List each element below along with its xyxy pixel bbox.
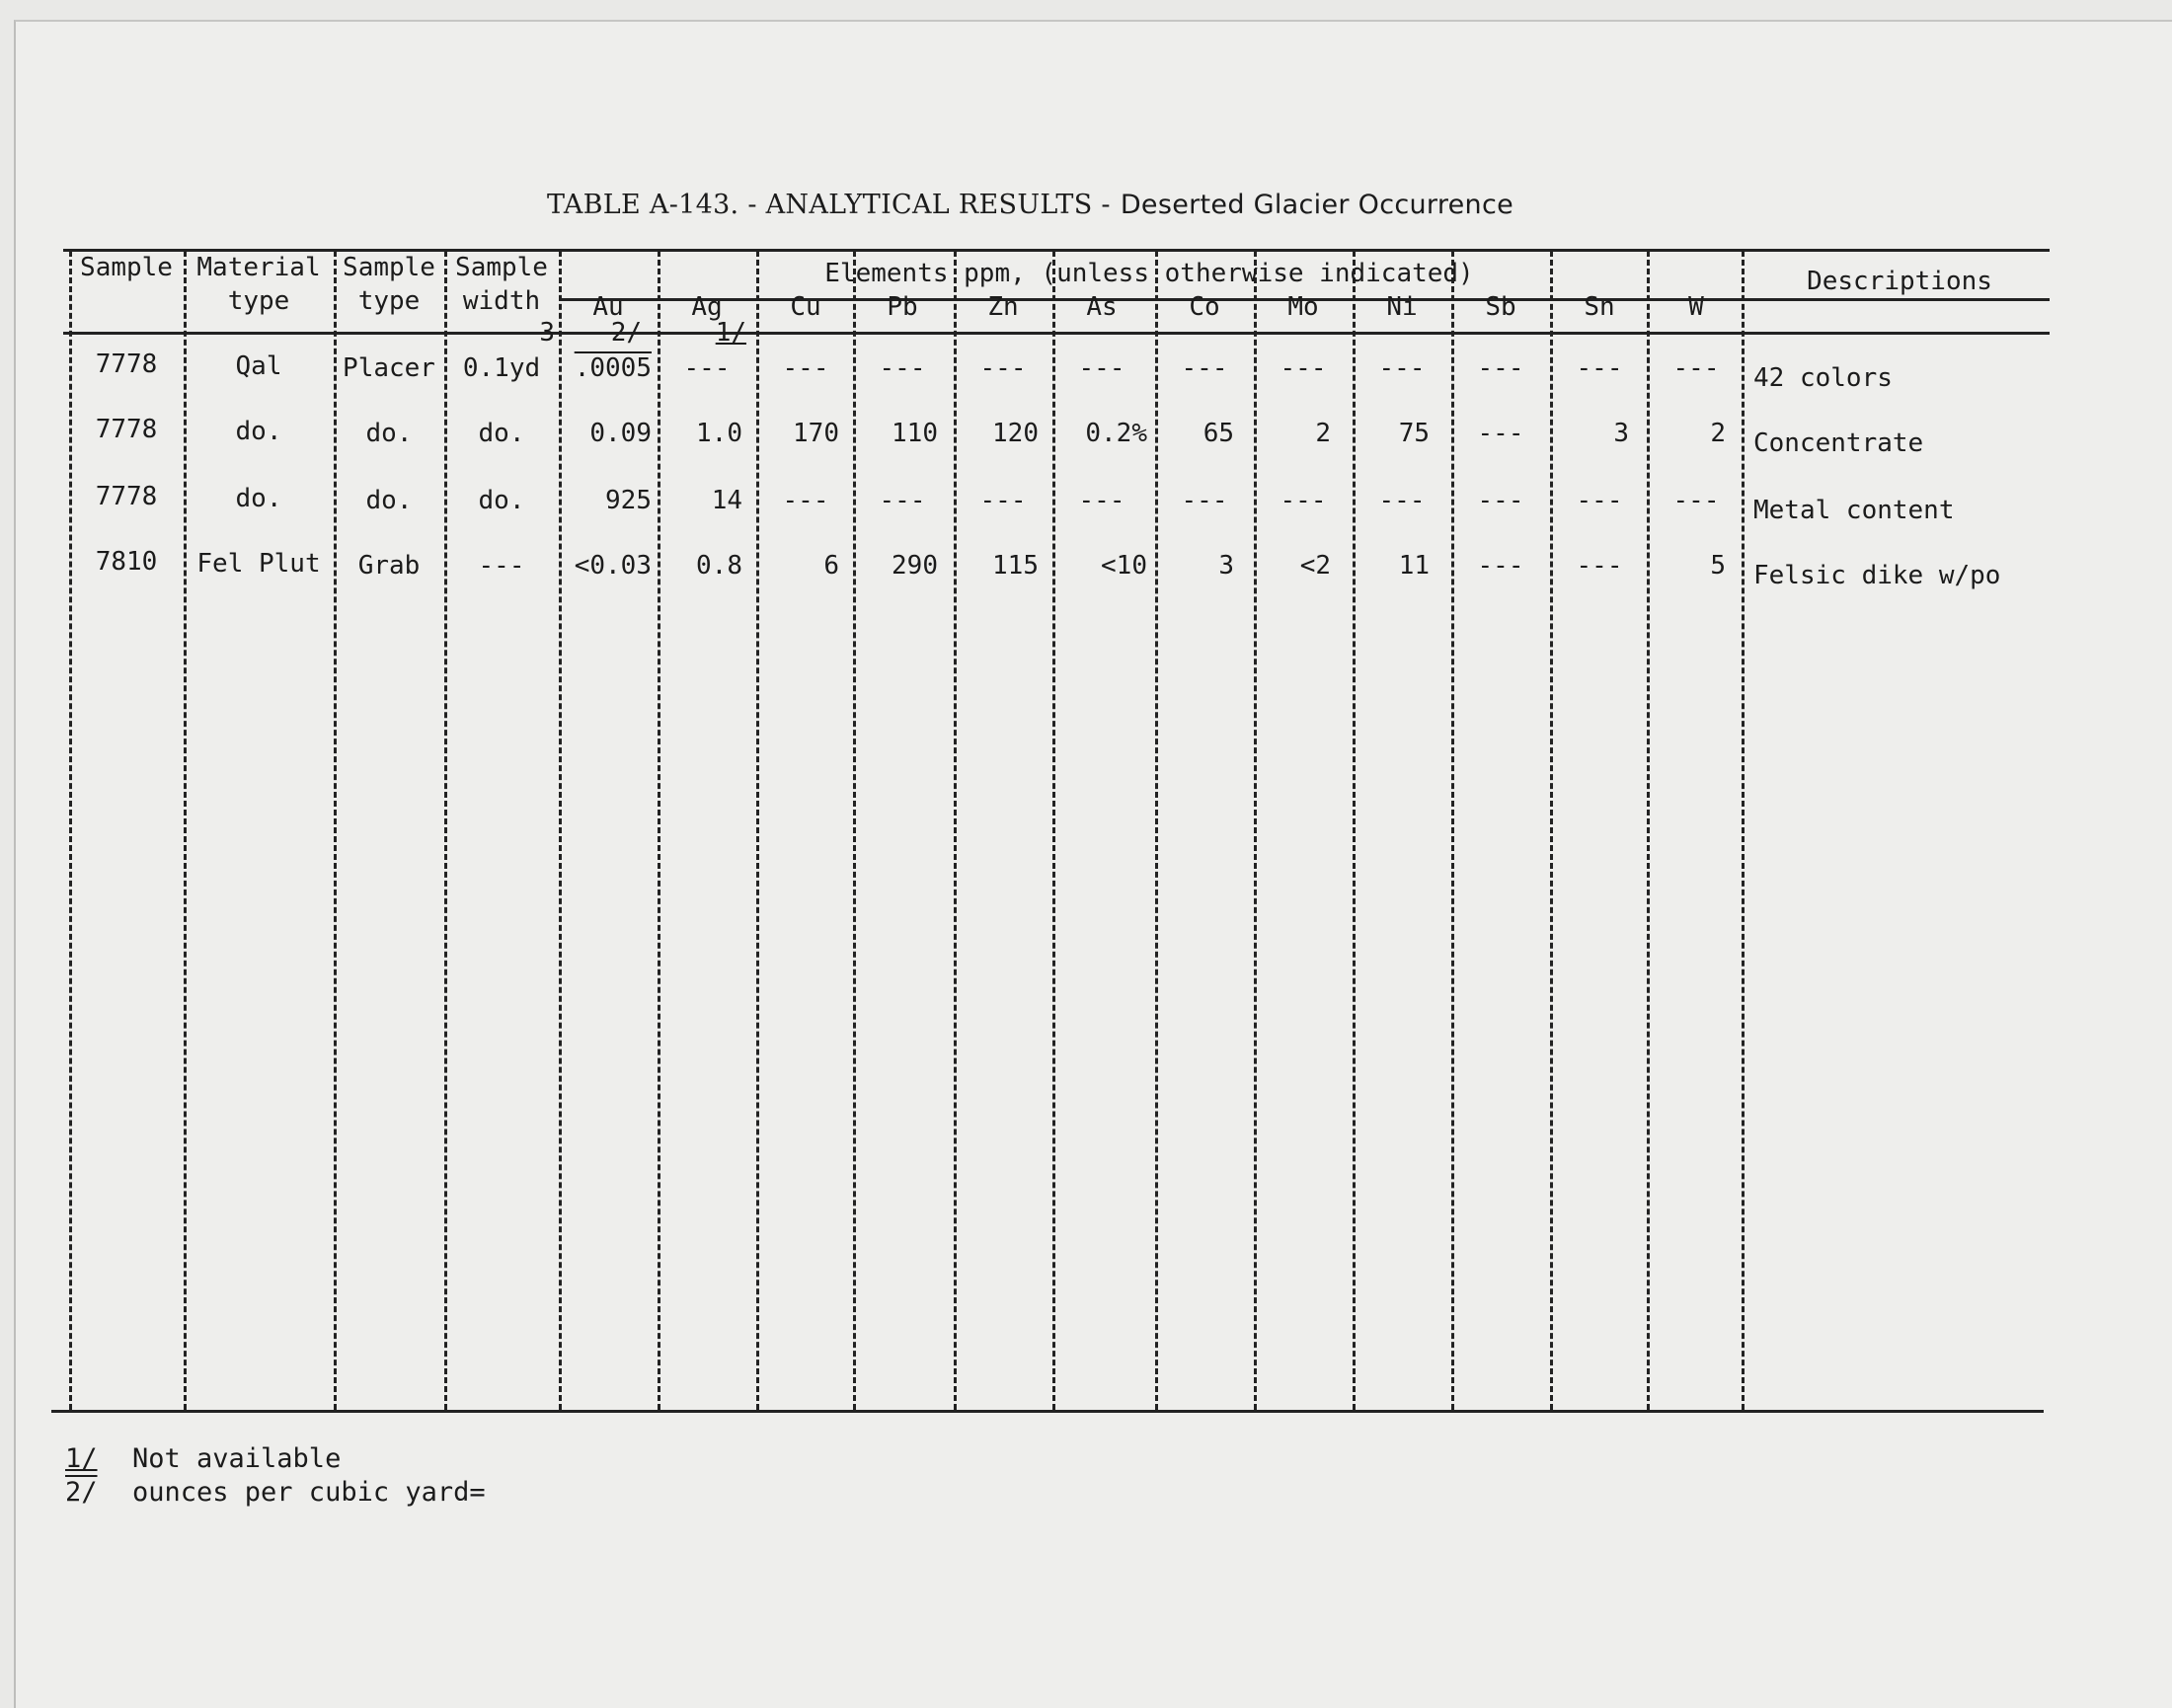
row-value-pb: 110	[892, 419, 938, 448]
row-value-ag: 14	[711, 486, 742, 515]
row-value-sb: ---	[1477, 486, 1524, 515]
row-sample-id: 7810	[95, 547, 158, 577]
row-description: Felsic dike w/po	[1753, 561, 2001, 590]
header-element-ag: Ag	[691, 292, 723, 322]
row-sample-width: do.	[478, 486, 525, 515]
column-divider	[1451, 251, 1454, 1410]
table-top-rule	[63, 249, 2050, 252]
row-value-cu: ---	[782, 486, 829, 515]
header-element-ni: Ni	[1386, 292, 1418, 322]
header-material-type: type	[227, 286, 290, 316]
footnote-1-mark: 1/	[65, 1443, 98, 1474]
row-value-mo: ---	[1280, 486, 1327, 515]
row-sample-type: Grab	[357, 551, 421, 581]
row-material-type: do.	[235, 484, 282, 513]
header-element-cu: Cu	[790, 292, 821, 322]
row-value-w: 5	[1710, 551, 1726, 581]
header-bottom-rule	[63, 332, 2050, 335]
row-value-sb: ---	[1477, 353, 1524, 383]
header-element-mo: Mo	[1287, 292, 1319, 322]
row-value-mo: ---	[1280, 353, 1327, 383]
row-value-ni: 75	[1398, 419, 1430, 448]
row-material-type: Fel Plut	[196, 549, 321, 579]
row-description: Metal content	[1753, 496, 1955, 525]
header-sample-type-2: type	[357, 286, 421, 316]
header-element-au: Au	[592, 292, 624, 322]
column-divider	[559, 251, 562, 1410]
header-element-sn: Sn	[1584, 292, 1615, 322]
row-sample-width: 0.1yd	[462, 353, 541, 383]
title-subject: Deserted Glacier Occurrence	[1120, 190, 1514, 220]
column-divider	[69, 251, 72, 1410]
row-value-co: 65	[1202, 419, 1234, 448]
column-divider	[756, 251, 759, 1410]
row-sample-id: 7778	[95, 415, 158, 444]
column-divider	[1353, 251, 1356, 1410]
header-element-w: W	[1688, 292, 1704, 322]
column-divider	[853, 251, 856, 1410]
column-divider	[334, 251, 337, 1410]
column-divider	[1647, 251, 1650, 1410]
row-value-co: 3	[1218, 551, 1234, 581]
row-value-as: <10	[1101, 551, 1147, 581]
row-value-pb: ---	[879, 353, 926, 383]
column-divider	[1155, 251, 1158, 1410]
row-value-sb: ---	[1477, 551, 1524, 581]
header-element-sb: Sb	[1485, 292, 1516, 322]
row-sample-width: ---	[478, 551, 525, 581]
row-sample-id: 7778	[95, 482, 158, 511]
row-value-w: ---	[1672, 353, 1720, 383]
row-value-sn: ---	[1576, 551, 1623, 581]
header-element-pb: Pb	[887, 292, 918, 322]
column-divider	[1052, 251, 1055, 1410]
header-element-co: Co	[1189, 292, 1220, 322]
row-value-zn: 120	[992, 419, 1039, 448]
row-sample-id: 7778	[95, 349, 158, 379]
row-material-type: do.	[235, 417, 282, 446]
header-sample-type: Sample	[343, 253, 435, 282]
row-value-co: ---	[1181, 486, 1228, 515]
row-value-mo: 2	[1315, 419, 1331, 448]
footnote-1-text: Not available	[132, 1443, 342, 1474]
row-value-zn: 115	[992, 551, 1039, 581]
row-value-w: ---	[1672, 486, 1720, 515]
row-value-sn: ---	[1576, 353, 1623, 383]
note-mark-ag: 1/	[715, 318, 746, 348]
column-divider	[1742, 251, 1745, 1410]
title-main: TABLE A-143. - ANALYTICAL RESULTS -	[547, 190, 1111, 220]
table-title	[547, 190, 1513, 220]
header-sample: Sample	[80, 253, 173, 282]
row-value-sb: ---	[1477, 419, 1524, 448]
row-value-au: 925	[605, 486, 652, 515]
row-sample-type: do.	[365, 419, 413, 448]
row-value-au: <0.03	[574, 551, 652, 581]
row-value-sn: ---	[1576, 486, 1623, 515]
footnote-2-mark: 2/	[65, 1477, 98, 1508]
row-sample-type: do.	[365, 486, 413, 515]
row-value-pb: ---	[879, 486, 926, 515]
row-description: Concentrate	[1753, 428, 1924, 458]
row-value-ag: ---	[683, 353, 731, 383]
row-material-type: Qal	[235, 351, 282, 381]
row-value-ni: 11	[1398, 551, 1430, 581]
column-divider	[658, 251, 660, 1410]
row-value-ni: ---	[1378, 353, 1426, 383]
row-value-ag: 1.0	[696, 419, 742, 448]
table-bottom-rule	[51, 1410, 2044, 1413]
row-value-cu: 170	[793, 419, 839, 448]
row-value-ag: 0.8	[696, 551, 742, 581]
header-elements: Elements ppm, (unless otherwise indicated)	[824, 259, 1474, 288]
row-value-au: 0.09	[589, 419, 652, 448]
row-sample-width: do.	[478, 419, 525, 448]
row-value-mo: <2	[1299, 551, 1331, 581]
row-value-ni: ---	[1378, 486, 1426, 515]
footnote-2-text: ounces per cubic yard=	[132, 1477, 486, 1508]
row-value-cu: ---	[782, 353, 829, 383]
header-material: Material	[196, 253, 321, 282]
row-value-zn: ---	[979, 353, 1027, 383]
row-value-pb: 290	[892, 551, 938, 581]
row-description: 42 colors	[1753, 363, 1893, 393]
row-value-co: ---	[1181, 353, 1228, 383]
row-value-cu: 6	[823, 551, 839, 581]
row-value-as: 0.2%	[1085, 419, 1147, 448]
column-divider	[184, 251, 187, 1410]
header-element-zn: Zn	[987, 292, 1019, 322]
header-element-as: As	[1086, 292, 1118, 322]
header-descriptions: Descriptions	[1807, 267, 1992, 296]
header-sample-width-2: width	[462, 286, 541, 316]
column-divider	[1550, 251, 1553, 1410]
column-divider	[954, 251, 957, 1410]
row-value-as: ---	[1078, 486, 1125, 515]
row-value-sn: 3	[1613, 419, 1629, 448]
row-value-zn: ---	[979, 486, 1027, 515]
header-sample-width: Sample	[455, 253, 548, 282]
row-value-w: 2	[1710, 419, 1726, 448]
row-value-au: .0005	[574, 353, 652, 383]
column-divider	[1254, 251, 1257, 1410]
row-value-as: ---	[1078, 353, 1125, 383]
note-mark-width: 3	[539, 318, 555, 348]
column-divider	[444, 251, 447, 1410]
note-mark-au: 2/	[610, 318, 642, 348]
row-sample-type: Placer	[343, 353, 435, 383]
